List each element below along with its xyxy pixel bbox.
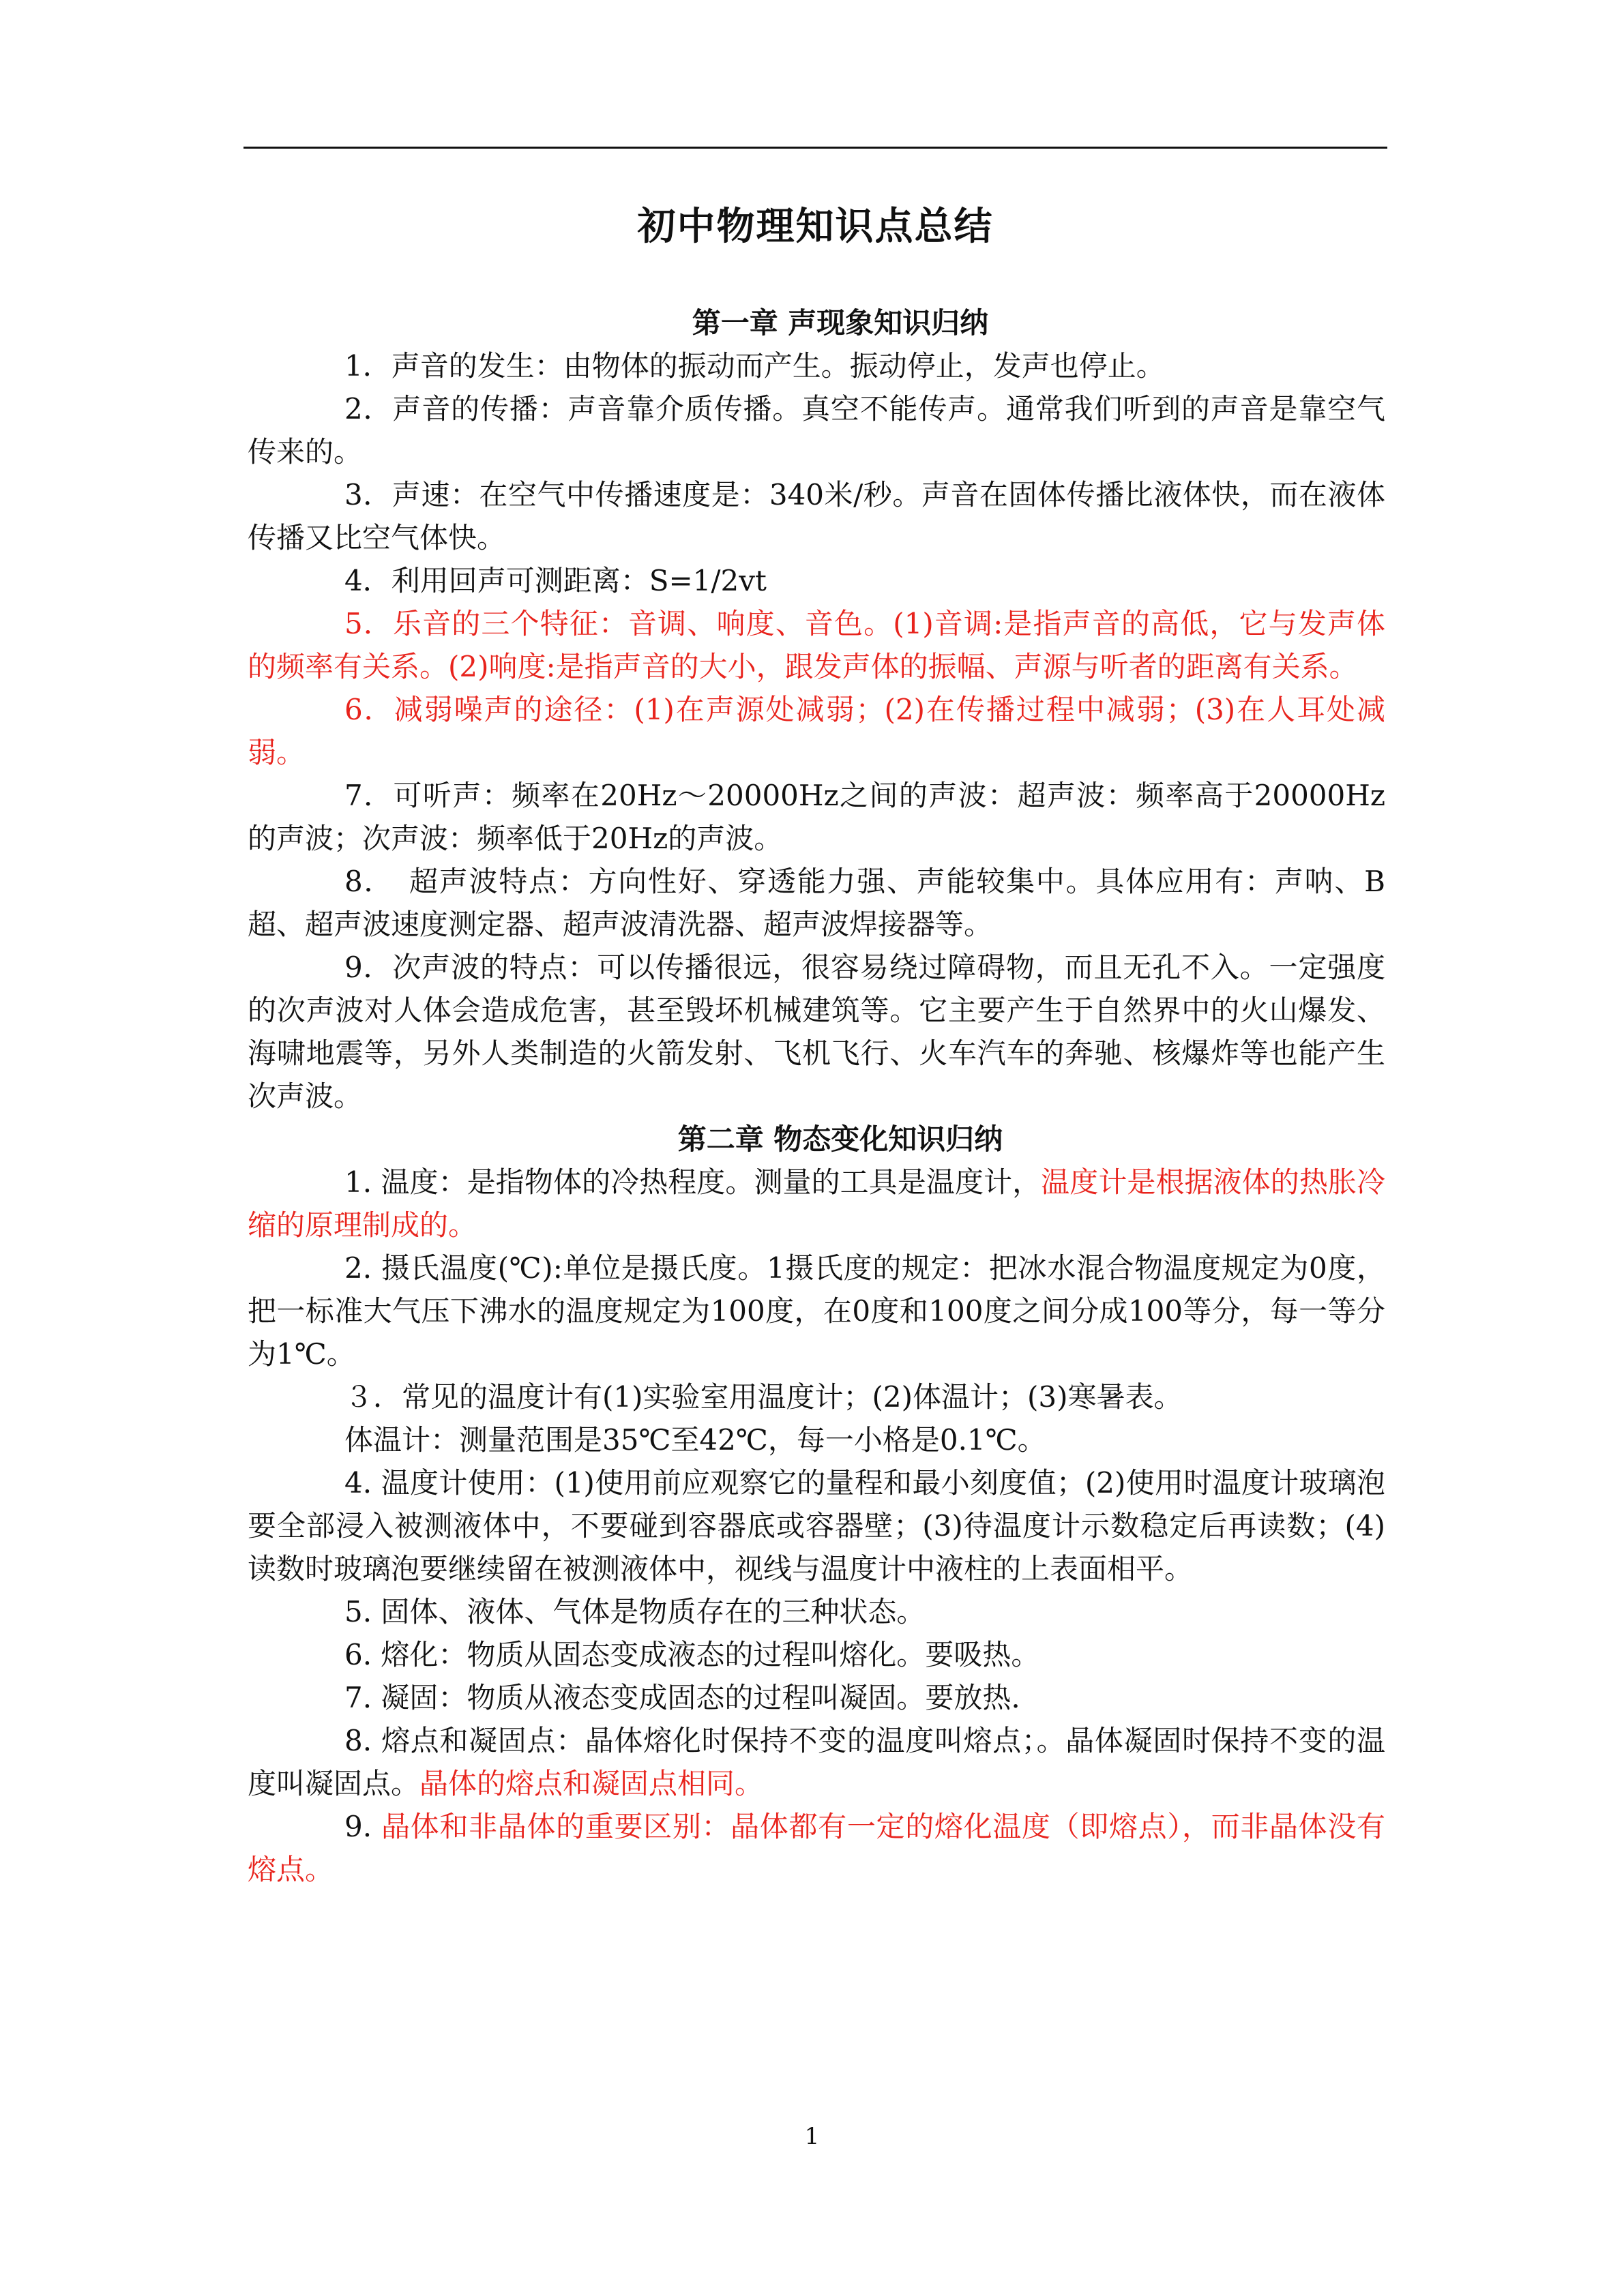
ch2-item-7: 7. 凝固：物质从液态变成固态的过程叫凝固。要放热. bbox=[344, 1681, 1020, 1714]
ch2-item-4: 4. 温度计使用：(1)使用前应观察它的量程和最小刻度值；(2)使用时温度计玻璃泡要全部浸入被测液体中，不要碰到容器底或容器壁；(3)待温度计示数稳定后再读数；(4)读数时玻璃泡要继续留在被测液体中，视线与温度计中液柱的上表面相平。 bbox=[248, 1466, 1385, 1585]
ch2-item-2: 2. 摄氏温度(℃):单位是摄氏度。1摄氏度的规定：把冰水混合物温度规定为0度，把一标准大气压下沸水的温度规定为100度，在0度和100度之间分成100等分，每一等分为1℃。 bbox=[248, 1251, 1385, 1371]
document-title: 初中物理知识点总结 bbox=[637, 204, 994, 249]
ch1-item-3: 3．声速：在空气中传播速度是：340米/秒。声音在固体传播比液体快，而在液体传播又比空气体快。 bbox=[248, 478, 1385, 554]
ch2-item-3-thermometer: 体温计：测量范围是35℃至42℃，每一小格是0.1℃。 bbox=[344, 1423, 1046, 1457]
ch2-item-1 bbox=[248, 1161, 1385, 1247]
ch1-item-7: 7．可听声：频率在20Hz～20000Hz之间的声波：超声波：频率高于20000Hz的声波；次声波：频率低于20Hz的声波。 bbox=[248, 779, 1385, 855]
ch1-item-4: 4．利用回声可测距离：S=1/2vt bbox=[344, 564, 767, 597]
ch1-item-9: 9．次声波的特点：可以传播很远，很容易绕过障碍物，而且无孔不入。一定强度的次声波对人体会造成危害，甚至毁坏机械建筑等。它主要产生于自然界中的火山爆发、海啸地震等，另外人类制造的火箭发射、飞机飞行、火车汽车的奔驰、核爆炸等也能产生次声波。 bbox=[248, 951, 1385, 1113]
ch2-item-3: ３．常见的温度计有(1)实验室用温度计；(2)体温计；(3)寒暑表。 bbox=[344, 1380, 1183, 1414]
ch2-item-8-text: 8. 熔点和凝固点：晶体熔化时保持不变的温度叫熔点；。晶体凝固时保持不变的温度叫凝固点。 bbox=[248, 1724, 1385, 1800]
chapter-2-heading: 第二章 物态变化知识归纳 bbox=[677, 1122, 1003, 1156]
page-number: 1 bbox=[804, 2123, 820, 2150]
ch2-item-9-number: 9. bbox=[344, 1810, 382, 1843]
ch1-item-8: 8． 超声波特点：方向性好、穿透能力强、声能较集中。具体应用有：声呐、B超、超声波速度测定器、超声波清洗器、超声波焊接器等。 bbox=[248, 865, 1385, 941]
ch2-item-8-emphasis: 晶体的熔点和凝固点相同。 bbox=[419, 1767, 764, 1800]
ch2-item-6: 6. 熔化：物质从固态变成液态的过程叫熔化。要吸热。 bbox=[344, 1638, 1040, 1671]
chapter-1-heading: 第一章 声现象知识归纳 bbox=[692, 306, 989, 340]
ch2-item-9-emphasis: 晶体和非晶体的重要区别：晶体都有一定的熔化温度（即熔点），而非晶体没有熔点。 bbox=[248, 1810, 1385, 1886]
ch2-item-5: 5. 固体、液体、气体是物质存在的三种状态。 bbox=[344, 1595, 926, 1628]
ch1-item-6: 6．减弱噪声的途径：(1)在声源处减弱；(2)在传播过程中减弱；(3)在人耳处减弱。 bbox=[248, 693, 1385, 769]
ch1-item-2: 2．声音的传播：声音靠介质传播。真空不能传声。通常我们听到的声音是靠空气传来的。 bbox=[248, 392, 1385, 468]
ch2-item-9 bbox=[248, 1805, 1385, 1891]
document-body bbox=[248, 301, 1385, 1891]
ch2-item-8 bbox=[248, 1719, 1385, 1805]
ch1-item-1: 1．声音的发生：由物体的振动而产生。振动停止，发声也停止。 bbox=[344, 349, 1165, 383]
ch2-item-1-emphasis: 温度计是根据液体的热胀冷缩的原理制成的。 bbox=[248, 1165, 1385, 1242]
ch1-item-5: 5．乐音的三个特征：音调、响度、音色。(1)音调:是指声音的高低，它与发声体的频率有关系。(2)响度:是指声音的大小，跟发声体的振幅、声源与听者的距离有关系。 bbox=[248, 607, 1385, 683]
ch2-item-1-text: 1. 温度：是指物体的冷热程度。测量的工具是温度计， bbox=[344, 1165, 1042, 1199]
header-rule bbox=[243, 147, 1387, 149]
